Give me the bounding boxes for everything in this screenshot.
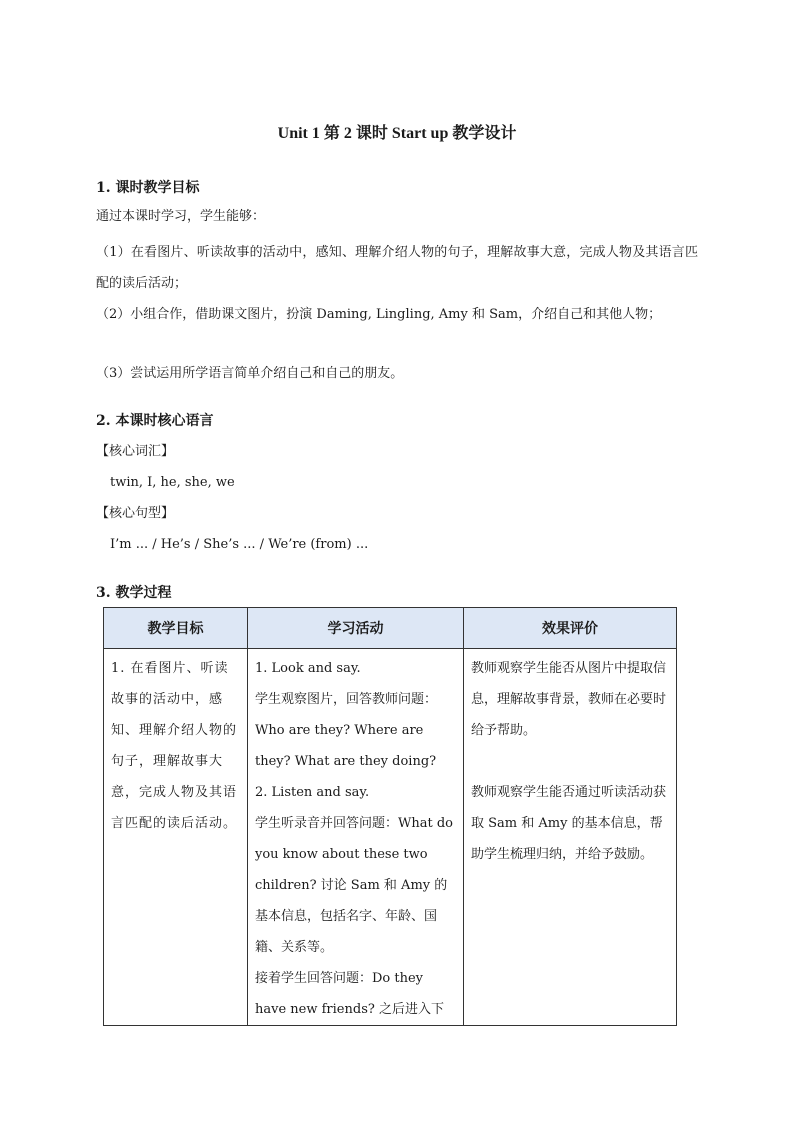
sentence-label: 【核心句型】	[96, 506, 175, 521]
goal-cell: 1. 在看图片、听读故事的活动中，感知、理解介绍人物的句子，理解故事大意，完成人物及其语言匹配的读后活动。	[104, 649, 248, 1026]
activity-cell	[248, 649, 464, 1026]
table-row	[104, 649, 677, 1026]
section-1-heading: 1. 课时教学目标	[96, 180, 200, 196]
document-title: Unit 1 第 2 课时 Start up 教学设计	[277, 125, 517, 142]
header-goal: 教学目标	[104, 608, 248, 649]
evaluation-cell	[464, 649, 677, 1026]
table-header-row	[104, 608, 677, 649]
objective-3: （3）尝试运用所学语言简单介绍自己和自己的朋友。	[96, 366, 404, 381]
evaluation-1: 教师观察学生能否从图片中提取信息，理解故事背景，教师在必要时给予帮助。	[471, 661, 667, 738]
vocab-label: 【核心词汇】	[96, 444, 175, 459]
core-sentences: I’m ... / He’s / She’s ... / We’re (from) ...	[110, 537, 369, 552]
core-vocabulary: twin, I, he, she, we	[110, 475, 235, 490]
activity-2-title: 2. Listen and say.	[255, 785, 370, 800]
teaching-process-table	[103, 607, 677, 1026]
objective-1: （1）在看图片、听读故事的活动中，感知、理解介绍人物的句子，理解故事大意，完成人物及其语言匹配的读后活动；	[96, 245, 698, 291]
evaluation-spacer	[471, 746, 669, 777]
evaluation-2: 教师观察学生能否通过听读活动获取 Sam 和 Amy 的基本信息，帮助学生梳理归纳，并给予鼓励。	[471, 785, 667, 862]
section-3-heading: 3. 教学过程	[96, 585, 172, 601]
objective-2: （2）小组合作，借助课文图片，扮演 Daming, Lingling, Amy 和 Sam，介绍自己和其他人物；	[96, 307, 662, 322]
section-1-intro: 通过本课时学习，学生能够：	[96, 209, 266, 224]
activity-2-text: 学生听录音并回答问题：What do you know about these two children? 讨论 Sam 和 Amy 的基本信息，包括名字、年龄、国籍、关系等。	[255, 816, 453, 955]
header-evaluation: 效果评价	[464, 608, 677, 649]
section-2-heading: 2. 本课时核心语言	[96, 413, 214, 429]
activity-1-title: 1. Look and say.	[255, 661, 361, 676]
activity-1-text: 学生观察图片，回答教师问题：Who are they? Where are they? What are they doing?	[255, 692, 438, 769]
activity-2-text-continued: 接着学生回答问题：Do they have new friends? 之后进入下	[255, 971, 444, 1017]
header-activity: 学习活动	[248, 608, 464, 649]
